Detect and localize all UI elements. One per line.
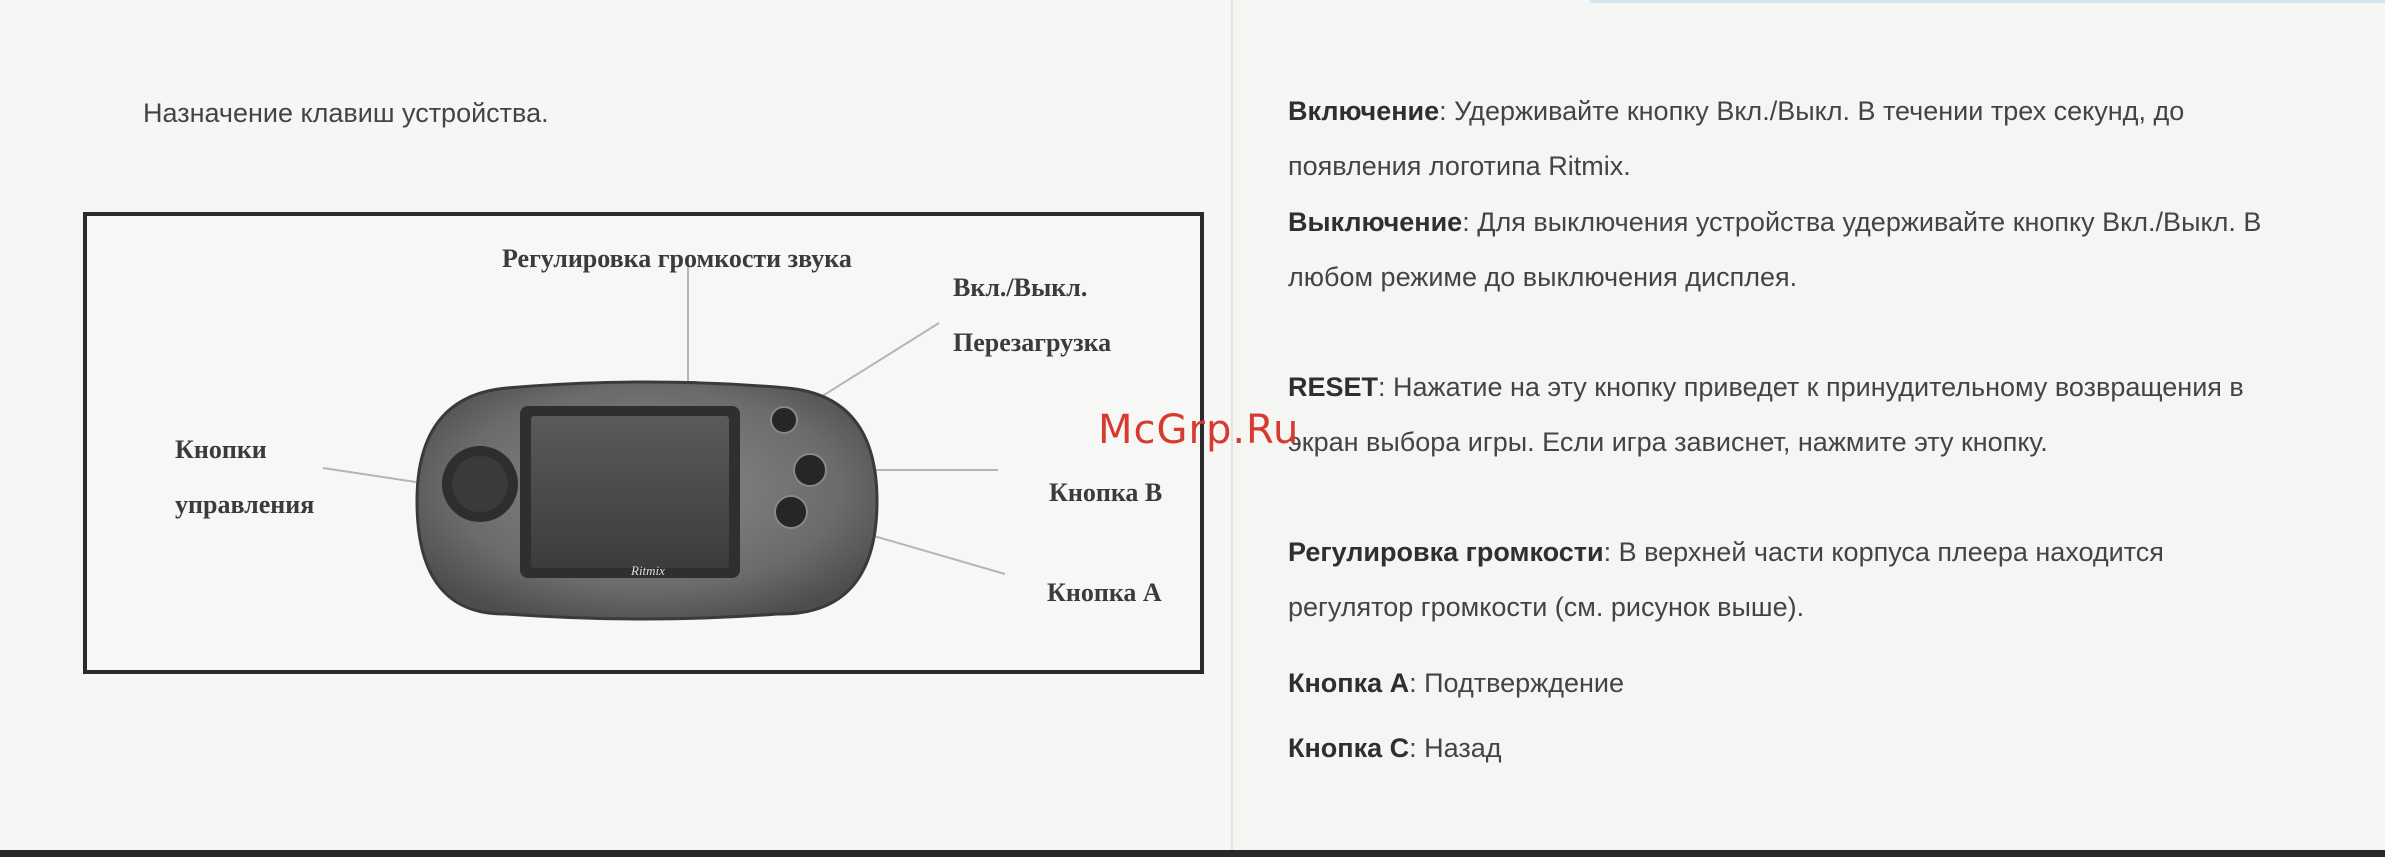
label-button-b: Кнопка В bbox=[1049, 478, 1163, 507]
button-a bbox=[775, 496, 807, 528]
button-b bbox=[794, 454, 826, 486]
term-power-off: Выключение bbox=[1288, 207, 1463, 237]
device-screen bbox=[531, 416, 729, 568]
term-button-a: Кнопка А bbox=[1288, 668, 1410, 698]
line-text: : Нажатие на эту кнопку приведет к принудительному возвращения в bbox=[1378, 372, 2244, 402]
term-volume: Регулировка громкости bbox=[1288, 537, 1604, 567]
line-text: : Для выключения устройства удерживайте кнопку Вкл./Выкл. В bbox=[1462, 207, 2262, 237]
label-power: Вкл./Выкл. bbox=[953, 273, 1088, 302]
label-reset: Перезагрузка bbox=[953, 328, 1112, 357]
device-logo: Ritmix bbox=[631, 563, 665, 578]
line-text: экран выбора игры. Если игра зависнет, нажмите эту кнопку. bbox=[1288, 427, 2048, 457]
label-controls-line2: управления bbox=[175, 490, 315, 519]
intro-text: Назначение клавиш устройства. bbox=[143, 98, 549, 128]
term-button-c: Кнопка С bbox=[1288, 733, 1410, 763]
line-text: любом режиме до выключения дисплея. bbox=[1288, 262, 1798, 292]
text-line bbox=[1288, 372, 2244, 403]
joystick-cap bbox=[452, 456, 508, 512]
text-line bbox=[1288, 592, 1804, 623]
label-volume: Регулировка громкости звука bbox=[502, 244, 852, 273]
line-text: появления логотипа Ritmix. bbox=[1288, 151, 1631, 181]
text-line bbox=[1288, 733, 1502, 764]
device-figure bbox=[83, 212, 1204, 674]
watermark: McGrp.Ru bbox=[1098, 407, 1300, 453]
label-controls-line1: Кнопки bbox=[175, 435, 267, 464]
text-line bbox=[1288, 151, 1631, 182]
bottom-edge bbox=[0, 850, 2385, 857]
power-button bbox=[771, 407, 797, 433]
line-text: : Назад bbox=[1409, 733, 1502, 763]
text-line bbox=[1288, 668, 1624, 699]
term-reset: RESET bbox=[1288, 372, 1379, 402]
line-text: : Подтверждение bbox=[1409, 668, 1624, 698]
text-line bbox=[1288, 262, 1797, 293]
text-line bbox=[1288, 207, 2261, 238]
text-line bbox=[1288, 96, 2184, 127]
label-button-a: Кнопка А bbox=[1047, 578, 1162, 607]
line-text: : В верхней части корпуса плеера находится bbox=[1603, 537, 2164, 567]
top-strip bbox=[1590, 0, 2385, 3]
line-text: регулятор громкости (см. рисунок выше). bbox=[1288, 592, 1805, 622]
line-text: : Удерживайте кнопку Вкл./Выкл. В течении трех секунд, до bbox=[1439, 96, 2185, 126]
text-line bbox=[1288, 427, 2048, 458]
text-line bbox=[1288, 537, 2164, 568]
term-power-on: Включение bbox=[1288, 96, 1440, 126]
